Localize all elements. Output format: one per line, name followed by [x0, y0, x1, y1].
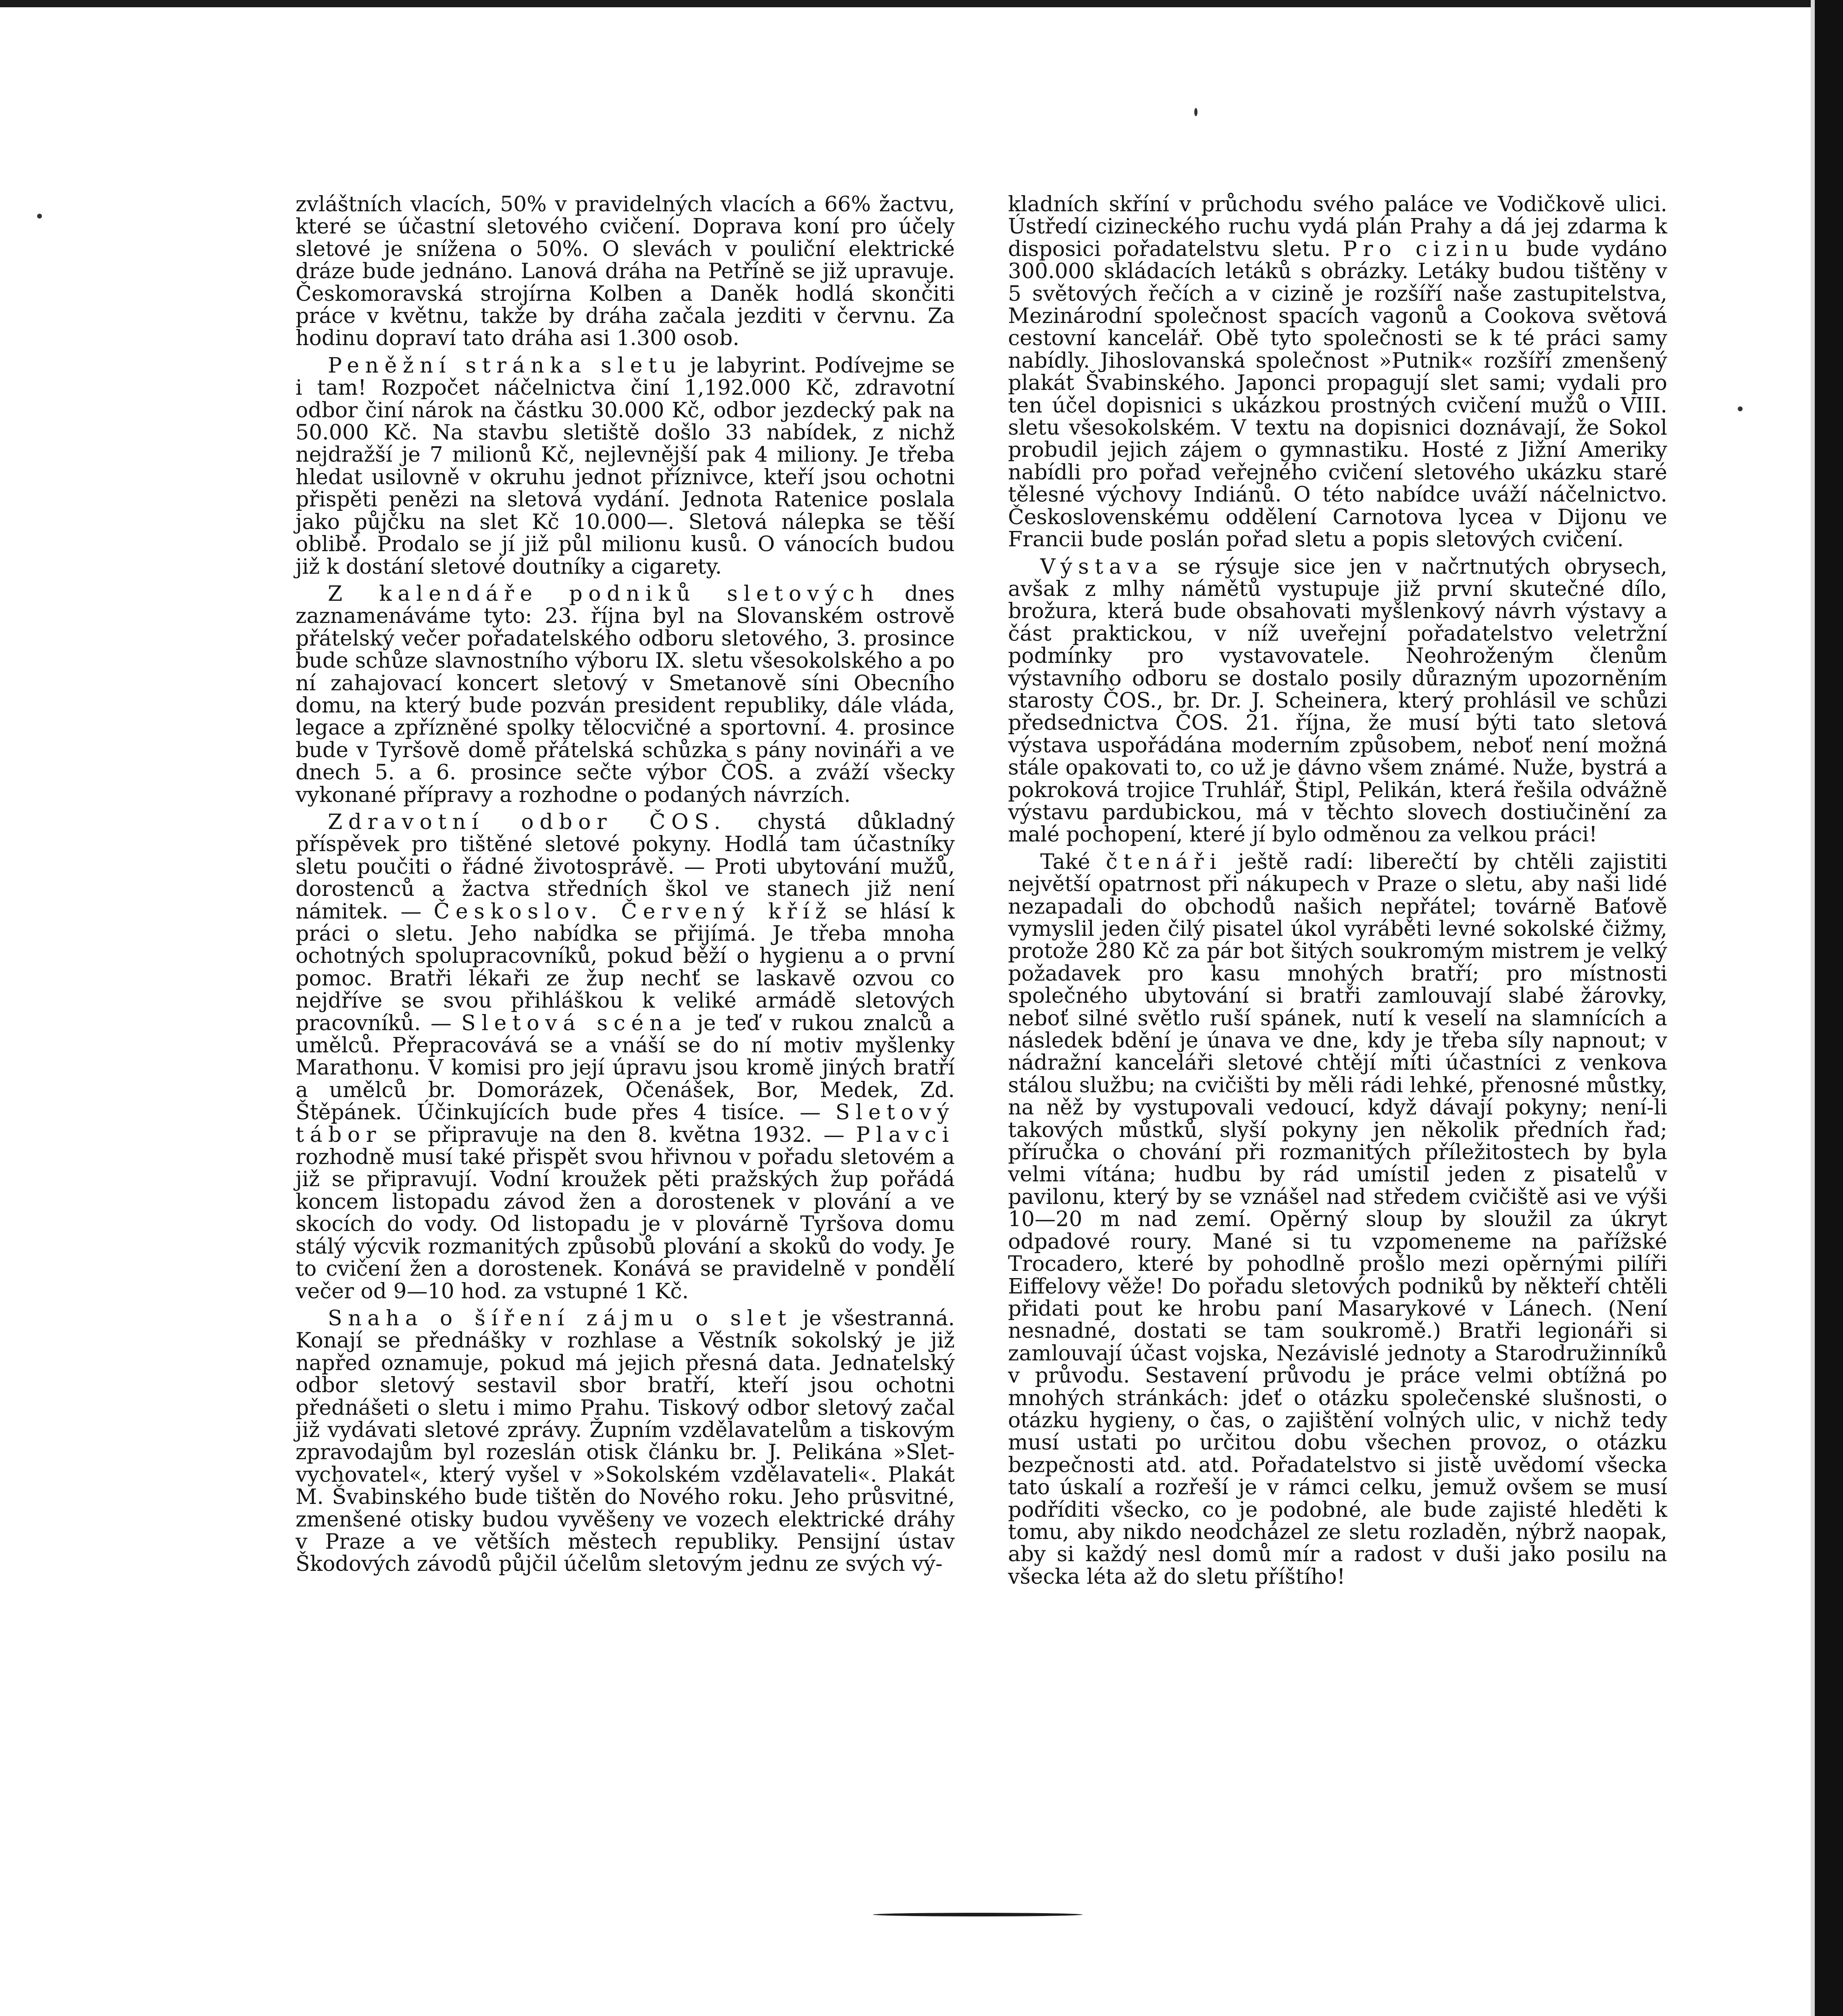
dust-speck [1194, 108, 1197, 116]
paragraph-text: zvláštních vlacích, 50% v pravidelných vlacích a 66% žactvu, které se účastní sletového cvičení. Doprava koní pro účely sletové je snížena o 50%. O slevách v pouliční elektrické dráze bude jednáno. Lanová dráha na Petříně se již upravuje. Českomoravská strojírna Kolben a Daněk hodlá skončiti práce v květnu, takže by dráha začala jezditi v červnu. Za hodinu dopraví tato dráha asi 1.300 osob. [296, 192, 955, 351]
inline-heading: čtenáři [1106, 850, 1222, 874]
paragraph-text: se rýsuje sice jen v načrtnutých obrysech, avšak z mlhy námětů vystupuje již první skutečné dílo, brožura, která bude obsahovati myšlenkový návrh výstavy a část praktickou, v níž uveřejní pořadatelstvo veletržní podmínky pro vystavovatele. Neohroženým členům výstavního odboru se dostalo posily důrazným upozorněním starosty ČOS., br. Dr. J. Scheinera, který prohlásil ve schůzi předsednictva ČOS. 21. října, že musí býti tato sletová výstava uspořádána moderním způsobem, neboť není možná stále opakovati to, co už je dávno všem známé. Nuže, bystrá a pokroková trojice Truhlář, Štipl, Pelikán, která řešila odvážně výstavu pardubickou, má v těchto slovech dostiučinění za malé pochopení, které jí bylo odměnou za velkou práci! [1008, 554, 1667, 847]
paragraph-text: se hlásí k práci o sletu. Jeho nabídka se přijímá. Je třeba mnoha ochotných spolupracovníků, pokud běží o hygienu a o první pomoc. Bratři lékaři ze žup nechť se laskavě ozvou co nejdříve se svou přihláškou k veliké armádě sletových pracovníků. — [296, 899, 955, 1035]
dust-speck [37, 214, 42, 219]
paragraph-transport [296, 194, 955, 350]
left-column [296, 194, 955, 1576]
paragraph-health [296, 811, 955, 1303]
paragraph-calendar [296, 583, 955, 806]
scan-edge-highlight [1811, 0, 1815, 2016]
paragraph-text: je všestranná. Konají se přednášky v rozhlase a Věstník sokolský je již napřed oznamuje, pokud má jejich přesná data. Jednatelský odbor sletový sestavil sbor bratří, kteří jsou ochotni přednášeti o sletu i mimo Prahu. Tiskový odbor sletový začal již vydávati sletové zprávy. Župním vzdělavatelům a tiskovým zpravodajům byl rozeslán otisk článku br. J. Pelikána »Slet-vychovatel«, který vyšel v »Sokolském vzdělavateli«. Plakát M. Švabinského bude tištěn do Nového roku. Jeho průsvitné, zmenšené otisky budou vyvěšeny ve vozech elektrické dráhy v Praze a ve větších městech republiky. Pensijní ústav Škodových závodů půjčil účelům sletovým jednu ze svých vý- [296, 1306, 955, 1577]
inline-heading: Sletová scéna [461, 1011, 687, 1035]
paragraph-text: chystá důkladný příspěvek pro tištěné sletové pokyny. Hodlá tam účastníky sletu poučiti o řádné životosprávě. — Proti ubytování mužů, dorostenců a žactva středních škol ve stanech již není námitek. — [296, 810, 955, 924]
dust-speck [1738, 406, 1743, 411]
paragraph-heading: Peněžní stránka sletu [328, 353, 682, 378]
right-column [1008, 194, 1667, 1588]
paragraph-text: rozhodně musí také přispět svou hřivnou v pořadu sletovém a již se připravují. Vodní kroužek pěti pražských žup pořádá koncem listopadu závod žen a dorostenek v plování a ve skocích do vody. Od listopadu je v plovárně Tyršova domu stálý výcvik rozmanitých způsobů plování a skoků do vody. Je to cvičení žen a dorostenek. Konává se pravidelně v pondělí večer od 9—10 hod. za vstupné 1 Kč. [296, 1145, 955, 1304]
paragraph-text: kladních skříní v průchodu svého paláce ve Vodičkově ulici. Ústředí cizineckého ruchu vydá plán Prahy a dá jej zdarma k disposici pořadatelstvu sletu. [1008, 192, 1667, 261]
paragraph-finances [296, 355, 955, 578]
paragraph-heading: Zdravotní odbor ČOS. [328, 810, 727, 834]
scan-edge-top [0, 0, 1843, 7]
paragraph-heading: Výstava [1040, 554, 1164, 579]
paragraph-exhibition [1008, 556, 1667, 846]
end-rule [873, 1913, 1083, 1916]
inline-heading: Sletový tábor [296, 1100, 955, 1147]
inline-heading: Pro cizinu [1343, 237, 1514, 261]
paragraph-text: je teď v rukou znalců a umělců. Přepracovává se a vnáší se do ní motiv myšlenky Marathonu. V komisi pro její úpravu jsou kromě jiných bratří a umělců br. Domorázek, Očenášek, Bor, Medek, Zd. Štěpánek. Účinkujících bude přes 4 tisíce. — [296, 1011, 955, 1125]
paragraph-heading: Z kalendáře podniků sletových [328, 581, 880, 606]
paragraph-text: ještě radí: liberečtí by chtěli zajistiti největší opatrnost při nákupech v Praze o sletu, aby naši lidé nezapadali do obchodů našich nepřátel; továrně Baťově vymyslil jeden čilý pisatel úkol vyráběti levné sokolské čižmy, protože 280 Kč za pár bot šitých soukromým mistrem je velký požadavek pro kasu mnohých bratří; pro místnosti společného ubytování si bratři zamlouvají slabé žárovky, neboť silné světlo ruší spánek, nutí k veselí na slamnících a následek bdění je únava ve dne, kdy je třeba síly napnout; v nádražní kanceláři sletové chtějí míti účastníci z venkova stálou službu; na cvičišti by měli rádi lehké, přenosné můstky, na něž by vystupovali vedoucí, když dávají pokyny; není-li takových můstků, slyší pokyny jen několik předních řad; příručka o chování při rozmanitých příležitostech by byla velmi vítána; hudbu by rád umístil jeden z pisatelů v pavilonu, který by se vznášel nad středem cvičiště asi ve výši 10—20 m nad zemí. Opěrný sloup by sloužil za úkryt odpadové roury. Mané si tu vzpomeneme na pařížské Trocadero, které by pohodlně prošlo mezi opěrnými pilíři Eiffelovy věže! Do pořadu sletových podniků by někteří chtěli přidati pout ke hrobu paní Masarykové v Lánech. (Není nesnadné, dostati se tam soukromě.) Bratři legionáři si zamlouvají účast vojska, Nezávislé jednoty a Starodružinníků v průvodu. Sestavení průvodu je práce velmi obtížná po mnohých stránkách: jdeť o otázku společenské slušnosti, o otázku hygieny, o čas, o zajištění volných ulic, v nichž tedy musí ustati po určitou dobu všechen provoz, o otázku bezpečnosti atd. atd. Pořadatelstvo si jistě uvědomí všecka tato úskalí a rozřeší je v rámci celku, jemuž ovšem se musí podříditi všecko, co je podobné, ale bude zajisté hleděti k tomu, aby nikdo neodcházel ze sletu rozladěn, nýbrž naopak, aby si každý nesl domů mír a radost v duši jako posilu na všecka léta až do sletu příštího! [1008, 850, 1668, 1589]
paragraph-heading: Snaha o šíření zájmu o slet [328, 1306, 792, 1331]
inline-heading: Plavci [856, 1123, 955, 1147]
scan-edge-right [1815, 0, 1843, 2016]
paragraph-text: dnes zaznamenáváme tyto: 23. října byl na Slovanském ostrově přátelský večer pořadatelského odboru sletového, 3. prosince bude schůze slavnostního výboru IX. sletu všesokolského a po ní zahajovací koncert sletový v Smetanově síni Obecního domu, na který bude pozván president republiky, dále vláda, legace a zpřízněné spolky tělocvičné a sportovní. 4. prosince bude v Tyršově domě přátelská schůzka s pány novináři a ve dnech 5. a 6. prosince sečte výbor ČOS. a zváží všecky vykonané přípravy a rozhodne o podaných návrzích. [296, 581, 955, 807]
paragraph-text: se připravuje na den 8. května 1932. — [393, 1123, 845, 1147]
paragraph-text: bude vydáno 300.000 skládacích letáků s obrázky. Letáky budou tištěny v 5 světových řečích a v cizině je rozšíří naše zastupitelstva, Mezinárodní společnost spacích vagonů a Cookova světová cestovní kancelář. Obě tyto společnosti se k té práci samy nabídly. Jihoslovanská společnost »Putnik« rozšíří zmenšený plakát Švabinského. Japonci propagují slet sami; vydali pro ten účel dopisnici s ukázkou prostných cvičení mužů o VIII. sletu všesokolském. V textu na dopisnici doznávají, že Sokol probudil jejich zájem o gymnastiku. Hosté z Jižní Ameriky nabídli pro pořad veřejného cvičení sletového ukázku staré tělesné výchovy Indiánů. O této nabídce uváží náčelnictvo. Československému oddělení Carnotova lycea v Dijonu ve Francii bude poslán pořad sletu a popis sletových cvičení. [1008, 237, 1667, 552]
paragraph-lead: Také [1040, 850, 1090, 874]
inline-heading: Českoslov. Červený kříž [433, 899, 833, 924]
paragraph-foreign [1008, 194, 1667, 551]
paragraph-readers [1008, 851, 1667, 1588]
paragraph-promotion [296, 1308, 955, 1576]
paragraph-text: je labyrint. Podívejme se i tam! Rozpočet náčelnictva činí 1,192.000 Kč, zdravotní odbor činí nárok na částku 30.000 Kč, odbor jezdecký pak na 50.000 Kč. Na stavbu sletiště došlo 33 nabídek, z nichž nejdražší je 7 milionů Kč, nejlevnější pak 4 miliony. Je třeba hledat usilovně v okruhu jednot příznivce, kteří jsou ochotni přispěti penězi na sletová vydání. Jednota Ratenice poslala jako půjčku na slet Kč 10.000—. Sletová nálepka se těší oblibě. Prodalo se jí již půl milionu kusů. O vánocích budou již k dostání sletové doutníky a cigarety. [296, 353, 955, 579]
